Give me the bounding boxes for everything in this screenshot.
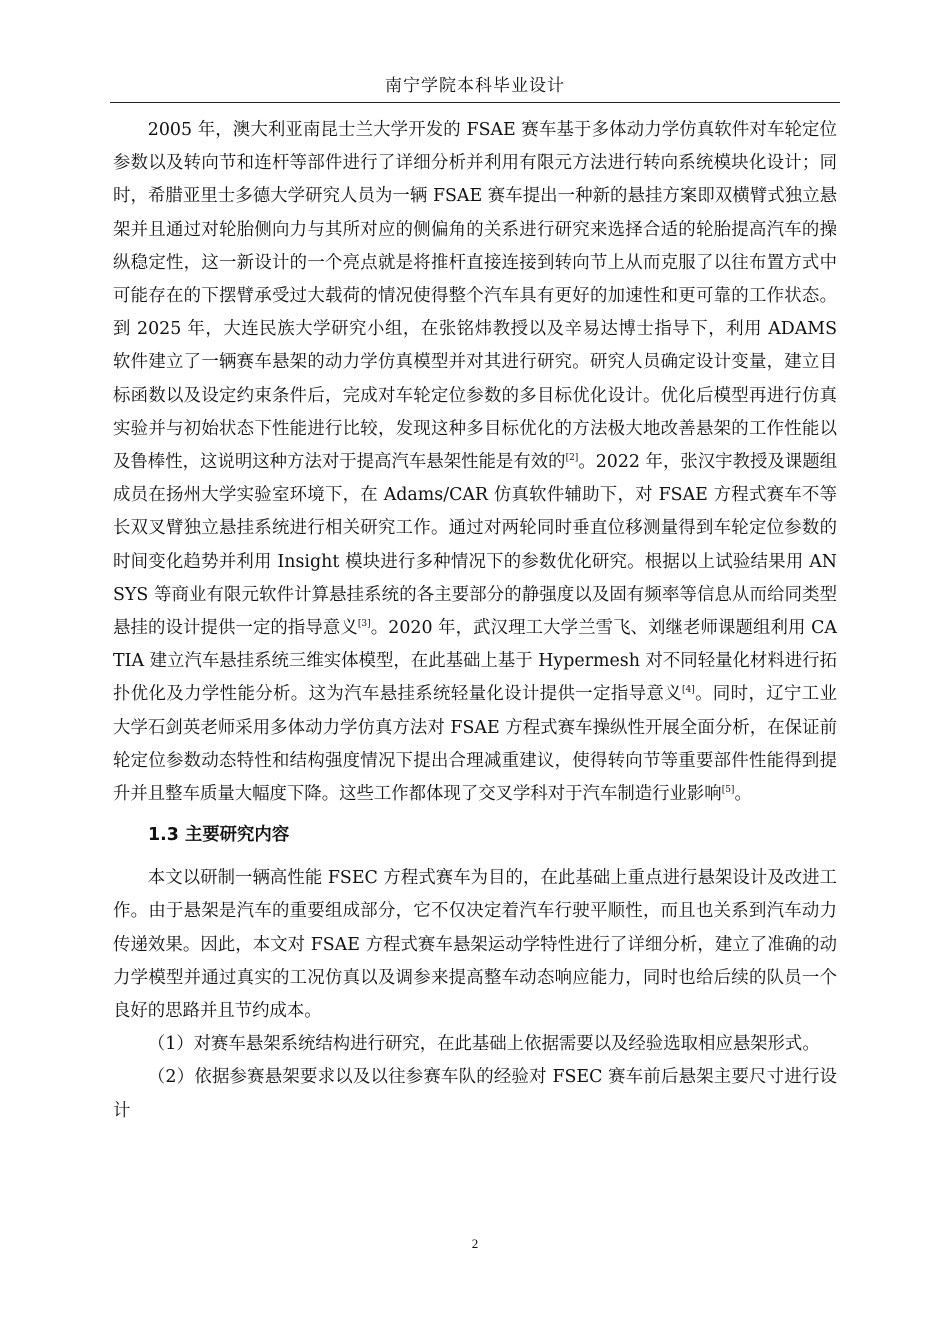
citation-ref: [3] — [357, 619, 371, 630]
page-body — [113, 114, 837, 1128]
research-content-paragraph: 本文以研制一辆高性能 FSEC 方程式赛车为目的，在此基础上重点进行悬架设计及改进工作。由于悬架是汽车的重要组成部分，它不仅决定着汽车行驶平顺性，而且也关系到汽车动力传递效果。因此，本文对 FSAE 方程式赛车悬架运动学特性进行了详细分析，建立了准确的动力学模型并通过真实的工况仿真以及调参来提高整车动态响应能力，同时也给后续的队员一个良好的思路并且节约成本。 — [113, 868, 837, 1022]
paragraph-text: 。2020 年，武汉理工大学兰雪飞、刘继老师课题组利用 CATIA 建立汽车悬挂系统三维实体模型，在此基础上基于 Hypermesh 对不同轻量化材料进行拓扑优化及力学性能分析。这为汽车悬挂系统轻量化设计提供一定指导意义 — [113, 618, 837, 705]
citation-ref: [4] — [681, 685, 695, 696]
header-title: 南宁学院本科毕业设计 — [385, 76, 565, 96]
paragraph-text: 。2022 年，张汉宇教授及课题组成员在扬州大学实验室环境下，在 Adams/CAR 仿真软件辅助下，对 FSAE 方程式赛车不等长双叉臂独立悬挂系统进行相关研究工作。通过对两轮同时垂直位移测量得到车轮定位参数的时间变化趋势并利用 Insight 模块进行多种情况下的参数优化研究。根据以上试验结果用 ANSYS 等商业有限元软件计算悬挂系统的各主要部分的静强度以及固有频率等信息从而给同类型悬挂的设计提供一定的指导意义 — [113, 452, 837, 639]
paragraph-text: 。同时，辽宁工业大学石剑英老师采用多体动力学仿真方法对 FSAE 方程式赛车操纵性开展全面分析，在保证前轮定位参数动态特性和结构强度情况下提出合理减重建议，使得转向节等重要部件性能得到提升并且整车质量大幅度下降。这些工作都体现了交叉学科对于汽车制造行业影响 — [113, 684, 837, 805]
list-item: （2）依据参赛悬架要求以及以往参赛车队的经验对 FSEC 赛车前后悬架主要尺寸进行设计 — [113, 1067, 837, 1121]
citation-ref: [5] — [721, 785, 735, 796]
list-item: （1）对赛车悬架系统结构进行研究，在此基础上依据需要以及经验选取相应悬架形式。 — [147, 1034, 820, 1055]
paragraph-text: 2005 年，澳大利亚南昆士兰大学开发的 FSAE 赛车基于多体动力学仿真软件对车轮定位参数以及转向节和连杆等部件进行了详细分析并利用有限元方法进行转向系统模块化设计；同时，希腊亚里士多德大学研究人员为一辆 FSAE 赛车提出一种新的悬挂方案即双横臂式独立悬架并且通过对轮胎侧向力与其所对应的侧偏角的关系进行研究来选择合适的轮胎提高汽车的操纵稳定性，这一新设计的一个亮点就是将推杆直接连接到转向节上从而克服了以往布置方式中可能存在的下摆臂承受过大载荷的情况使得整个汽车具有更好的加速性和更可靠的工作状态。到 2025 年，大连民族大学研究小组，在张铭炜教授以及辛易达博士指导下，利用 ADAMS 软件建立了一辆赛车悬架的动力学仿真模型并对其进行研究。研究人员确定设计变量，建立目标函数以及设定约束条件后，完成对车轮定位参数的多目标优化设计。优化后模型再进行仿真实验并与初始状态下性能进行比较，发现这种多目标优化的方法极大地改善悬架的工作性能以及鲁棒性，这说明这种方法对于提高汽车悬架性能是有效的 — [113, 120, 837, 473]
background-paragraph — [113, 114, 837, 811]
citation-ref: [2] — [565, 453, 579, 464]
paragraph-text: 。 — [734, 784, 752, 805]
section-heading: 1.3 主要研究内容 — [148, 825, 290, 846]
page-header — [110, 70, 840, 103]
page-number: 2 — [471, 1236, 479, 1251]
